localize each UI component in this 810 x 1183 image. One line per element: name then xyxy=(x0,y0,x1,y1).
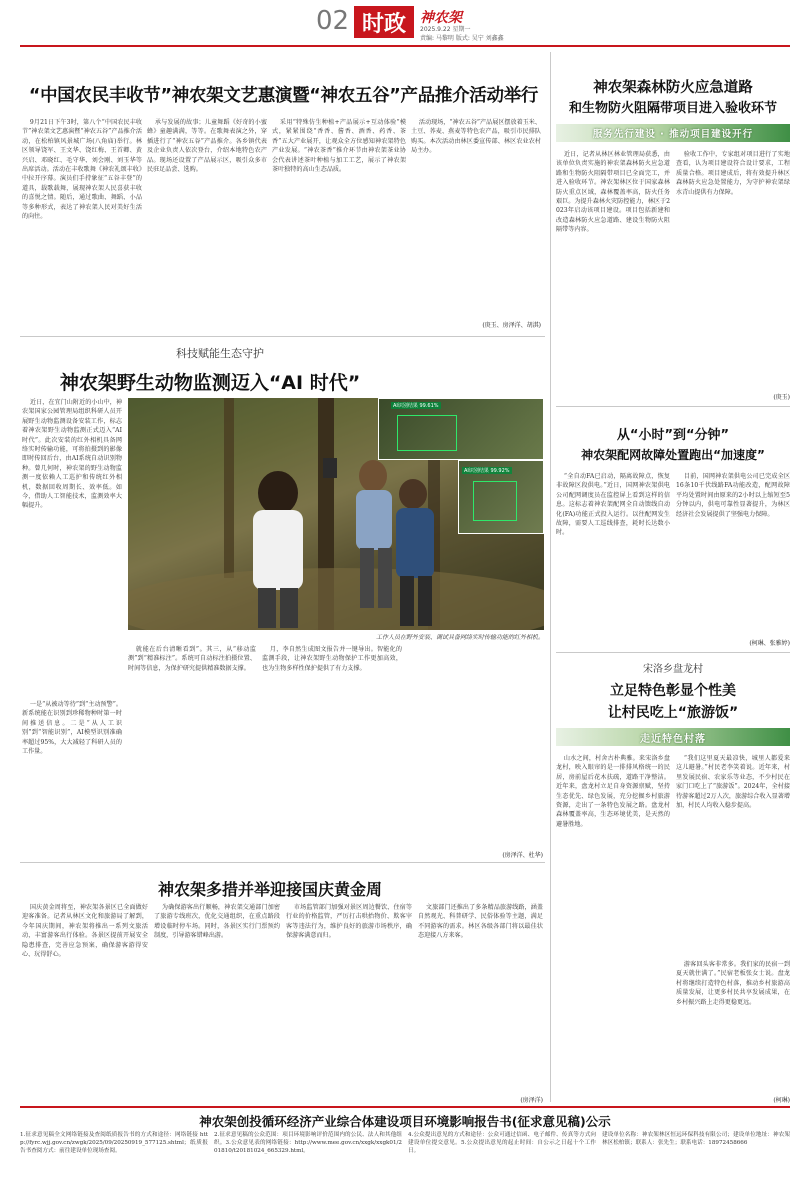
inset2-label: AI识别结果 99.92% xyxy=(464,468,510,474)
art6-col2 xyxy=(154,903,280,1103)
notice-body xyxy=(20,1131,790,1179)
art5-kicker: 宋洛乡盘龙村 xyxy=(643,664,703,675)
notice-title: 神农架创投循环经济产业综合体建设项目环境影响报告书(征求意见稿)公示 xyxy=(199,1114,611,1129)
detection-box xyxy=(473,481,517,521)
section-title: 时政 xyxy=(361,11,406,37)
masthead xyxy=(0,0,810,46)
editor-credits: 责编: 马黎明 版式: 吴宁 刘鑫鑫 xyxy=(420,35,504,42)
art2-headline-line1: 神农架森林防火应急道路 xyxy=(593,80,753,96)
art5-byline: (柯琳) xyxy=(773,1097,790,1104)
art5-col3-text: 游客回头客非常多。我们家的民宿一到夏天就住满了。”民宿老板张女士说。盘龙村将继续打造特色村落，推动乡村旅游高质量发展，让更多村民共享发展成果，在乡村振兴路上走得更稳更远。 xyxy=(676,961,790,1006)
notice-col3: 4.公众提出意见的方式和途径：公众可通过信函、电子邮件、传真等方式向建设单位提交意见。5.公众提出意见的起止时间：自公示之日起十个工作日。 xyxy=(408,1132,596,1154)
art1-col4-text: 活动现场，“神农五谷”产品展区摆放着玉米、土豆、荞麦、燕麦等特色农产品，吸引市民排队购买。本次活动由林区委宣传部、林区农业农村局主办。 xyxy=(411,119,541,155)
art5-banner xyxy=(556,728,790,746)
notice-rule xyxy=(20,1106,790,1108)
art6-headline: 神农架多措并举迎接国庆黄金周 xyxy=(157,880,382,899)
art6-col4 xyxy=(418,903,543,1093)
art5-banner-text: 走近特色村落 xyxy=(640,733,706,745)
inset-deer-image xyxy=(458,460,544,534)
art3-kicker: 科技赋能生态守护 xyxy=(176,347,264,360)
art1-col3 xyxy=(272,118,406,330)
section-label xyxy=(354,6,414,38)
inset1-label: AI识别结果 99.61% xyxy=(393,403,439,409)
art6-col3 xyxy=(286,903,412,1103)
photo-caption: 工作人员在野外安装、调试具备网络实时传输功能的红外相机。 xyxy=(375,634,544,641)
art5-headline-line2: 让村民吃上“旅游饭” xyxy=(607,705,739,721)
page-number: 02 xyxy=(316,6,350,36)
art5-col2-text: “我们这里夏天最凉快，城里人都爱来这儿避暑。”村民老李笑着说。近年来，村里发展民宿、农家乐等业态，不少村民在家门口吃上了“旅游饭”。2024年，全村接待游客超过2万人次，旅游综合收入显著增加，村民人均收入稳步提高。 xyxy=(676,755,790,810)
art5-col1-text: 山水之间，村舍古朴典雅。来宋洛乡盘龙村，映入眼帘的是一排排风格统一的民居，房前屋后花木扶疏，道路干净整洁。近年来，盘龙村立足自身资源禀赋，坚持生态优先、绿色发展，充分挖掘乡村旅游资源，走出了一条特色发展之路。盘龙村森林覆盖率高，生态环境优美，是天然的避暑胜地。 xyxy=(556,755,670,828)
art4-col1-text: “全自动FA已启动，隔离故障点，恢复非故障区段供电。”近日，国网神农架供电公司配网调度员在监控屏上看到这样的信息。这标志着神农架配网全自动馈线自动化(FA)功能正式投入运行。以往配网发生故障，需要人工巡线排查，耗时长达数小时。 xyxy=(556,473,670,537)
art2-col1 xyxy=(556,150,670,400)
art3-col4 xyxy=(262,645,402,845)
art2-byline: (庚玉) xyxy=(773,394,790,401)
divider xyxy=(20,862,545,863)
art1-col2 xyxy=(147,118,267,330)
art6-col4-text: 文旅部门还推出了多条精品旅游线路，涵盖自然观光、科普研学、民俗体验等主题，满足不同游客的需求。林区各级各部门将以最佳状态迎接八方来客。 xyxy=(418,904,543,940)
art3-col3-text: 就能在后台清晰看到”。其三，从“移动监测”到“精准标注”。系统可自动标注拍摄位置、时间等信息，为保护研究提供精准数据支撑。 xyxy=(128,646,256,672)
notice-col1: 1.征求意见稿全文网络链接及查阅纸质报告书的方式和途径：网络链接 http://fyrc.wjj.gov.cn/zwgk/2025/09/20250919_577125.shtml；纸质报告书查阅方式：前往建设单位现场查阅。 xyxy=(20,1132,208,1154)
divider xyxy=(556,406,790,407)
art4-col2 xyxy=(676,472,790,636)
art6-col1 xyxy=(22,903,148,1103)
photo-field-work xyxy=(128,398,544,630)
art3-col4-text: 月，李自然生成图文报告并一键导出。智能化的监测手段，让神农架野生动物保护工作更加高效，也为生物多样性保护提供了有力支撑。 xyxy=(262,646,402,672)
art6-byline: (房泽洋) xyxy=(520,1097,543,1104)
art4-col1 xyxy=(556,472,670,648)
art1-col3-text: 采用“特殊仿生种植+产品展示+互动体验”模式，紧紧围绕“香香、酱香、酒香、药香、茶香”五大产业展开，让观众全方位感知神农架特色产业发展。“神农茶香”推介环节由神农架茶业协会代表讲述茶叶种植与加工工艺，展示了神农架茶叶独特的高山生态品质。 xyxy=(272,119,406,174)
art6-col3-text: 市场监管部门加强对景区周边餐饮、住宿等行业的价格监管，严厉打击哄抬物价、欺客宰客等违法行为，维护良好的旅游市场秩序，确保游客满意而归。 xyxy=(286,904,412,940)
art3-col3 xyxy=(128,645,256,845)
detection-box xyxy=(397,415,457,451)
art1-col1-text: 9月21日下午3时，第八个“中国农民丰收节”神农架文艺惠演暨“神农五谷”产品推介活动，在松柏镇风景城广场(八角庙)举行。林区领导饶军、王文华、饶红梅、王首卿、黄兴启、邓晓红、毛守华、刘会刚、刘玉华等出席活动。活动在丰收歌舞《神农礼颂丰收》中拉开序幕。演员们手持象征“五谷丰登”的道具，载歌载舞，展现神农架人民喜获丰收的喜悦之情。随后，通过歌曲、舞蹈、小品等多种形式，表达了神农架人民对美好生活的向往。 xyxy=(22,119,142,221)
art1-col2-text: 承与发展的故事；儿童舞蹈《好奇的小蜜蜂》童趣满满，等等。在歌舞表演之外，穿插进行了“神农五谷”产品推介。各乡镇代表及企业负责人依次登台，介绍本地特色农产品。现场还设置了产品展示区，吸引众多市民驻足品尝、选购。 xyxy=(147,119,267,174)
issue-date: 2025.9.22 星期一 xyxy=(420,26,471,33)
art3-headline: 神农架野生动物监测迈入“AI 时代” xyxy=(59,372,361,394)
art2-col1-text: 近日，记者从林区林业管理局获悉，由该单位负责实施的神农架森林防火应急道路和生物防火阻隔带项目已全面完工，并进入验收环节。神农架林区位于国家森林防火重点区域，森林覆盖率高，防火任务艰巨。为提升森林火灾防控能力，林区于2023年启动该项目建设。项目包括新建和改造森林防火应急道路、建设生物防火阻隔带等内容。 xyxy=(556,151,670,234)
masthead-rule xyxy=(20,45,790,47)
art5-col2 xyxy=(676,754,790,954)
art4-byline: (柯琳、张雅婷) xyxy=(749,640,790,647)
art1-headline: “中国农民丰收节”神农架文艺惠演暨“神农五谷”产品推介活动举行 xyxy=(28,86,539,106)
art3-col2-text: 一是“从被动等待”到“主动预警”。新系统能在识别到珍稀物种时第一时间推送信息。二是“从人工识别”到“智能识别”，AI模型识别准确率超过95%，大大减轻了科研人员的工作量。 xyxy=(22,701,122,756)
art3-col1-text: 近日，在宜门山附近的小山中，神农架国家公园管理局组织科研人员开展野生动物监测设备安装工作，标志着神农架野生动物监测正式迈入“AI时代”。此次安装的红外相机具备网络实时传输功能，可将拍摄到的影像即时传回后台，由AI系统自动识别物种。曾几何时，神农架的野生动物监测一度依赖人工巡护和传统红外相机，数据回收周期长、效率低。如今，借助人工智能技术，监测效率大幅提升。 xyxy=(22,399,122,510)
art2-banner-text: 服务先行建设 · 推动项目建设开行 xyxy=(592,129,754,140)
art6-col1-text: 国庆黄金周将至，神农架各景区已全面做好迎客准备。记者从林区文化和旅游局了解到，今年国庆期间，神农架将推出一系列文旅活动，丰富游客出行体验。各景区提前开展安全隐患排查，完善应急预案，确保游客游得安心、玩得舒心。 xyxy=(22,904,148,959)
art4-headline-line2: 神农架配网故障处置跑出“加速度” xyxy=(581,448,765,462)
art1-col4 xyxy=(411,118,541,318)
divider xyxy=(20,336,545,337)
art2-banner xyxy=(556,124,790,142)
column-separator xyxy=(550,52,551,1102)
brand-logo: 神农架 xyxy=(420,10,462,26)
notice-col2: 2.征求意见稿的公众范围：项目环境影响评价范围内的公民、法人和其他组织。3.公众意见表的网络链接：http://www.mee.gov.cn/xxgk/xxgk01/201810/t20181024_665329.html。 xyxy=(214,1132,402,1154)
art6-col2-text: 为确保游客出行顺畅，神农架交通部门加密了旅游专线班次，优化交通组织，在重点路段增设临时停车场。同时，各景区实行门票预约制度，引导游客错峰出游。 xyxy=(154,904,280,940)
art3-byline: (房泽洋、杜华) xyxy=(502,852,543,859)
art5-col3 xyxy=(676,960,790,1090)
art4-headline-line1: 从“小时”到“分钟” xyxy=(616,428,730,443)
notice-col4: 建设单位名称：神农架林区恒远环保科技有限公司；建设单位地址：神农架林区松柏镇；联系人：张先生；联系电话：18972458666 xyxy=(602,1132,790,1146)
art4-col2-text: 目前，国网神农架供电公司已完成全区16条10千伏线路FA功能改造，配网故障平均处置时间由原来的2小时以上缩短至5分钟以内，供电可靠性显著提升，为林区经济社会发展提供了坚强电力保障。 xyxy=(676,473,790,518)
art1-byline: (庚玉、房泽洋、胡淇) xyxy=(482,322,541,329)
art5-headline-line1: 立足特色彰显个性美 xyxy=(610,683,736,699)
divider xyxy=(556,652,790,653)
art3-col2 xyxy=(22,700,122,860)
art1-col1 xyxy=(22,118,142,330)
inset-badger-image xyxy=(378,398,544,460)
art2-headline-line2: 和生物防火阻隔带项目进入验收环节 xyxy=(568,101,777,116)
art5-col1 xyxy=(556,754,670,1104)
art2-col2 xyxy=(676,150,790,390)
art2-col2-text: 验收工作中，专家组对项目进行了实地查看，认为项目建设符合设计要求，工程质量合格。项目建成后，将有效提升林区森林防火应急处置能力，为守护神农架绿水青山提供有力保障。 xyxy=(676,151,790,196)
